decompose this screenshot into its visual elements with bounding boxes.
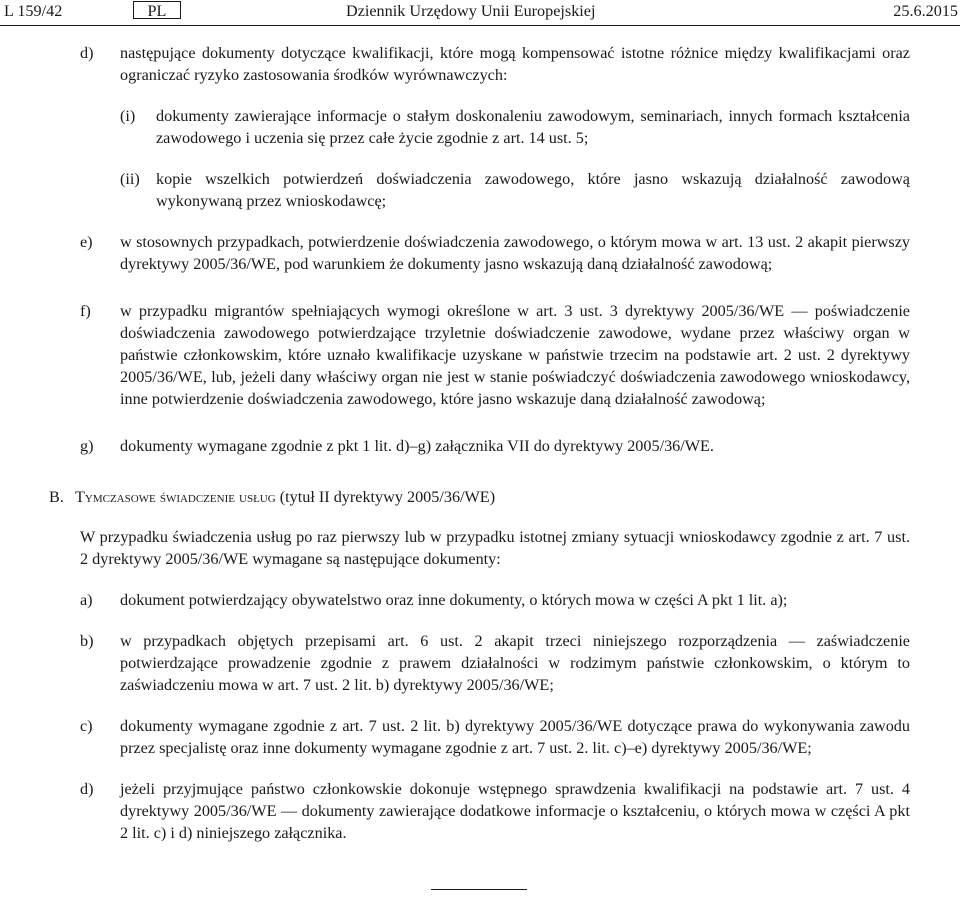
list-item-text: w przypadku migrantów spełniających wymogi określone w art. 3 ust. 3 dyrektywy 2005/36/WE — poświadczenie doświadczenia zawodowego potwierdzające trzyletnie doświadczenie zawodowe, wydane przez właściwy organ w państwie członkowskim, które uznało kwalifikacje uzyskane w państwie trzecim na podstawie art. 2 ust. 2 dyrektywy 2005/36/WE, lub, jeżeli dany właściwy organ nie jest w stanie poświadczyć doświadczenia zawodowego wnioskodawcy, inne potwierdzenie doświadczenia zawodowego, które jasno wskazuje daną działalność zawodową; — [120, 302, 910, 408]
list-item-g — [80, 435, 910, 457]
language-badge: PL — [133, 1, 181, 19]
sublist — [120, 105, 910, 212]
list-marker: d) — [80, 44, 94, 62]
section-title-rest: (tytuł II dyrektywy 2005/36/WE) — [275, 488, 496, 506]
section-b-body — [80, 526, 910, 844]
page-header — [0, 0, 960, 22]
section-title-caps: Tymczasowe świadczenie usług — [75, 488, 276, 506]
sublist-item-ii — [120, 168, 910, 212]
sublist-marker: (ii) — [120, 170, 140, 188]
section-b-heading — [49, 486, 910, 508]
list-marker: a) — [80, 591, 93, 609]
publication-date: 25.6.2015 — [893, 2, 958, 20]
list-item-text: dokumenty wymagane zgodnie z art. 7 ust. 2 lit. b) dyrektywy 2005/36/WE dotyczące prawa do wykonywania zawodu przez specjalistę oraz inne dokumenty wymagane zgodnie z art. 7 ust. 2. lit. c)–e) dyrektywy 2005/36/WE; — [120, 717, 910, 757]
header-divider — [0, 25, 960, 26]
list-item-text: następujące dokumenty dotyczące kwalifikacji, które mogą kompensować istotne różnice między kwalifikacjami oraz ograniczać ryzyko zastosowania środków wyrównawczych: — [120, 44, 910, 84]
list-marker: g) — [80, 437, 94, 455]
list-marker: f) — [80, 302, 91, 320]
sublist-item-text: kopie wszelkich potwierdzeń doświadczenia zawodowego, które jasno wskazują działalność zawodową wykonywaną przez wnioskodawcę; — [156, 170, 910, 210]
list-item-a — [80, 589, 910, 611]
section-marker: B. — [49, 488, 64, 506]
list-item-b — [80, 630, 910, 696]
list-item-d — [80, 42, 910, 86]
sublist-item-text: dokumenty zawierające informacje o stałym doskonaleniu zawodowym, seminariach, innych formach kształcenia zawodowego i uczenia się przez całe życie zgodnie z art. 14 ust. 5; — [156, 107, 910, 147]
list-item-text: w przypadkach objętych przepisami art. 6 ust. 2 akapit trzeci niniejszego rozporządzenia — zaświadczenie potwierdzające prowadzenie zgodnie z prawem działalności w rodzimym państwie członkowskim, o którym to zaświadczeniu mowa w art. 7 ust. 2 lit. b) dyrektywy 2005/36/WE; — [120, 632, 910, 694]
list-item-d-b — [80, 778, 910, 844]
list-marker: e) — [80, 233, 93, 251]
list-item-text: w stosownych przypadkach, potwierdzenie doświadczenia zawodowego, o którym mowa w art. 13 ust. 2 akapit pierwszy dyrektywy 2005/36/WE, pod warunkiem że dokumenty jasno wskazują daną działalność zawodową; — [120, 233, 910, 273]
sublist-marker: (i) — [120, 107, 136, 125]
list-marker: d) — [80, 780, 94, 798]
list-item-f — [80, 300, 910, 410]
list-marker: c) — [80, 717, 93, 735]
list-item-e — [80, 231, 910, 275]
list-item-text: dokument potwierdzający obywatelstwo oraz inne dokumenty, o których mowa w części A pkt 1 lit. a); — [120, 591, 788, 609]
section-title — [75, 486, 495, 508]
end-rule — [431, 889, 527, 890]
list-item-text: dokumenty wymagane zgodnie z pkt 1 lit. d)–g) załącznika VII do dyrektywy 2005/36/WE. — [120, 437, 714, 455]
part-a-list — [80, 42, 910, 457]
journal-title: Dziennik Urzędowy Unii Europejskiej — [346, 2, 596, 20]
section-intro: W przypadku świadczenia usług po raz pierwszy lub w przypadku istotnej zmiany sytuacji wnioskodawcy zgodnie z art. 7 ust. 2 dyrektywy 2005/36/WE wymagane są następujące dokumenty: — [80, 528, 910, 568]
list-marker: b) — [80, 632, 94, 650]
sublist-item-i — [120, 105, 910, 149]
list-item-c — [80, 715, 910, 759]
page-reference: L 159/42 — [4, 2, 63, 20]
list-item-text: jeżeli przyjmujące państwo członkowskie dokonuje wstępnego sprawdzenia kwalifikacji na podstawie art. 7 ust. 4 dyrektywy 2005/36/WE — dokumenty zawierające dodatkowe informacje o kształceniu, o których mowa w części A pkt 2 lit. c) i d) niniejszego załącznika. — [120, 780, 910, 842]
